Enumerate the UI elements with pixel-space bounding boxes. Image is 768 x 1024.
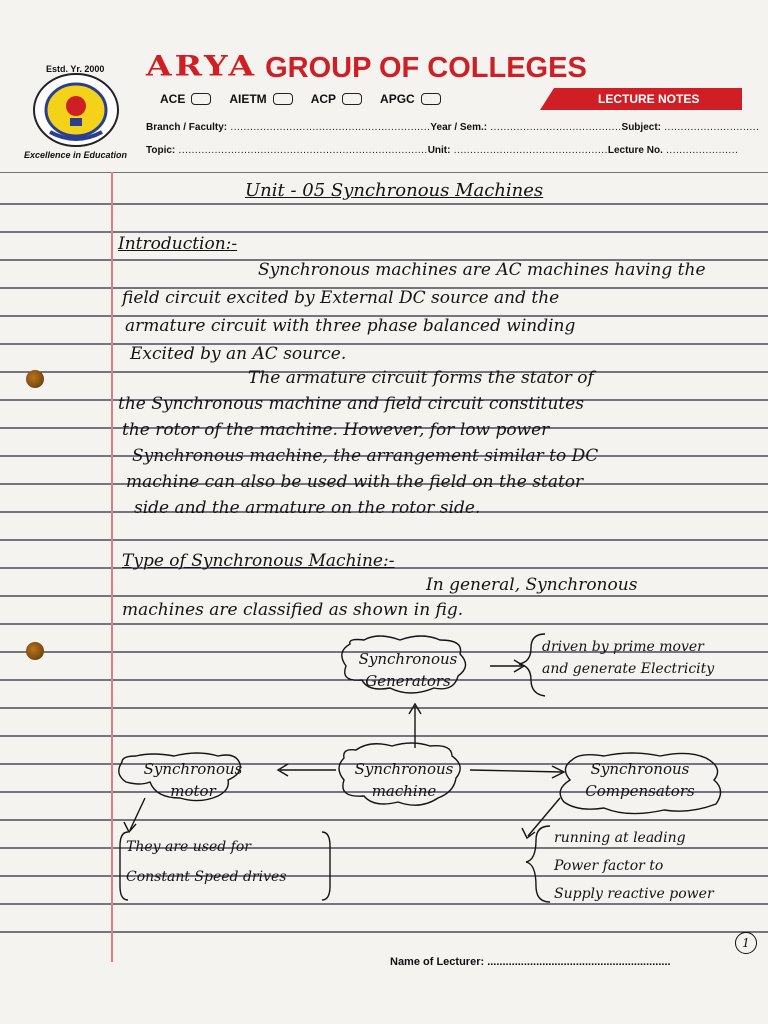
college-option: APGC — [380, 92, 441, 106]
generator-description: driven by prime mover and generate Electricity — [542, 639, 715, 677]
intro-line: the Synchronous machine and field circuit constitutes — [118, 394, 584, 414]
subject-label: Subject: — [621, 122, 661, 133]
checkbox — [273, 93, 293, 105]
intro-line: Synchronous machines are AC machines having the — [258, 260, 706, 280]
compensator-description: running at leading Power factor to Supply reactive power — [554, 830, 714, 902]
compensator-note-brace — [526, 826, 550, 902]
tagline: Excellence in Education — [24, 150, 128, 160]
intro-line: Synchronous machine, the arrangement similar to DC — [132, 446, 599, 466]
synchronous-generators-node: Synchronous Generators — [358, 650, 458, 690]
intro-line: the rotor of the machine. However, for low power — [122, 420, 550, 440]
college-name — [146, 46, 587, 85]
college-option: ACE — [160, 92, 211, 106]
checkbox — [421, 93, 441, 105]
field-row-2: Topic: ............................................................................Unit: ...............................................Lecture No. ...................... — [146, 145, 739, 156]
field-row-1: Branch / Faculty: .............................................................Year / Sem.: ........................................Subject: ............................. — [146, 122, 760, 133]
intro-line: The armature circuit forms the stator of — [248, 368, 594, 388]
synchronous-compensators-node: Synchronous Compensators — [585, 760, 695, 800]
checkbox — [342, 93, 362, 105]
synchronous-motor-node: Synchronous motor — [143, 760, 243, 800]
motor-description: They are used for Constant Speed drives — [126, 839, 287, 885]
motor-connector — [130, 798, 145, 830]
intro-line: side and the armature on the rotor side. — [134, 498, 481, 518]
page-title: Unit - 05 Synchronous Machines — [245, 180, 544, 201]
binder-hole — [26, 370, 44, 388]
intro-line: armature circuit with three phase balanced winding — [125, 316, 576, 336]
types-line: In general, Synchronous — [426, 575, 638, 595]
established-year: Estd. Yr. 2000 — [46, 64, 105, 74]
introduction-heading: Introduction:- — [118, 234, 238, 254]
brand-group-of-colleges: GROUP OF COLLEGES — [265, 52, 587, 84]
topic-label: Topic: — [146, 145, 176, 156]
lecturer-name-field: Name of Lecturer: ............................................................ — [390, 956, 671, 968]
synchronous-machine-node: Synchronous machine — [354, 760, 454, 800]
lecture-no-label: Lecture No. — [607, 145, 663, 156]
types-heading: Type of Synchronous Machine:- — [122, 551, 395, 571]
unit-label: Unit: — [427, 145, 451, 156]
intro-line: machine can also be used with the field on the stator — [126, 472, 584, 492]
college-option: ACP — [311, 92, 362, 106]
college-logo — [30, 72, 122, 148]
intro-line: Excited by an AC source. — [130, 344, 347, 364]
checkbox — [191, 93, 211, 105]
college-option: AIETM — [229, 92, 292, 106]
intro-line: field circuit excited by External DC source and the — [122, 288, 560, 308]
college-checkboxes — [160, 92, 459, 106]
brand-arya: ARYA — [146, 48, 258, 83]
year-label: Year / Sem.: — [430, 122, 488, 133]
branch-label: Branch / Faculty: — [146, 122, 228, 133]
letterhead — [0, 0, 768, 172]
page-number: 1 — [735, 932, 757, 954]
lecture-notes-label: LECTURE NOTES — [598, 92, 700, 106]
arrow-to-compensator — [470, 770, 562, 772]
types-line: machines are classified as shown in fig. — [122, 600, 464, 620]
